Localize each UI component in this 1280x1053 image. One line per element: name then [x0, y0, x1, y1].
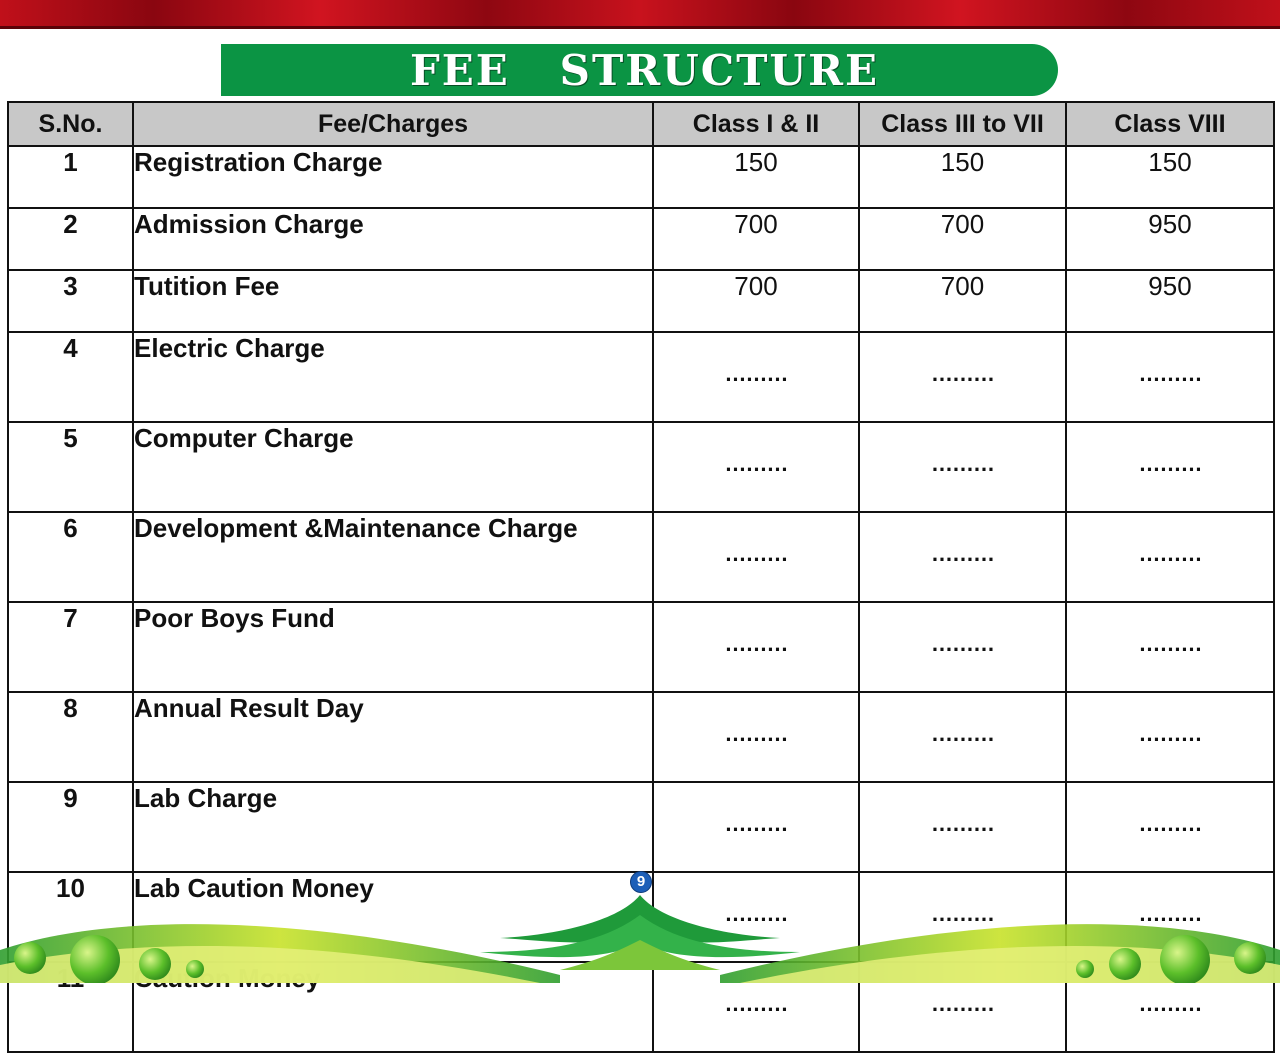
row-class-i-ii-value: ……… — [653, 332, 859, 422]
table-row — [8, 602, 1274, 692]
header-class-iii-vii: Class III to VII — [859, 102, 1066, 146]
row-class-i-ii-value: ……… — [653, 782, 859, 872]
row-class-i-ii-value: ……… — [653, 962, 859, 1052]
row-sno: 8 — [8, 692, 133, 782]
row-fee-name: Computer Charge — [133, 422, 653, 512]
header-fee-charges: Fee/Charges — [133, 102, 653, 146]
table-row — [8, 146, 1274, 208]
row-sno: 6 — [8, 512, 133, 602]
table-row — [8, 270, 1274, 332]
row-fee-name: Tutition Fee — [133, 270, 653, 332]
row-class-viii-value: 150 — [1066, 146, 1274, 208]
row-sno: 1 — [8, 146, 133, 208]
row-class-i-ii-value: ……… — [653, 602, 859, 692]
page-number-badge: 9 — [630, 871, 652, 893]
row-fee-name: Lab Charge — [133, 782, 653, 872]
table-row — [8, 208, 1274, 270]
row-fee-name: Lab Caution Money — [133, 872, 653, 962]
table-header-row — [8, 102, 1274, 146]
row-class-viii-value: ……… — [1066, 962, 1274, 1052]
row-class-i-ii-value: ……… — [653, 512, 859, 602]
decorative-footer-swoosh — [0, 890, 1280, 983]
row-class-iii-vii-value: 150 — [859, 146, 1066, 208]
table-row — [8, 512, 1274, 602]
row-class-viii-value: 950 — [1066, 208, 1274, 270]
row-class-i-ii-value: 700 — [653, 208, 859, 270]
row-class-viii-value: ……… — [1066, 422, 1274, 512]
row-sno: 10 — [8, 872, 133, 962]
row-class-viii-value: ……… — [1066, 872, 1274, 962]
row-class-viii-value: 950 — [1066, 270, 1274, 332]
row-sno: 3 — [8, 270, 133, 332]
row-class-iii-vii-value: ……… — [859, 512, 1066, 602]
row-class-viii-value: ……… — [1066, 782, 1274, 872]
row-sno: 7 — [8, 602, 133, 692]
page-title: FEE STRUCTURE — [409, 45, 880, 95]
row-class-viii-value: ……… — [1066, 602, 1274, 692]
row-fee-name: Poor Boys Fund — [133, 602, 653, 692]
header-class-i-ii: Class I & II — [653, 102, 859, 146]
row-class-iii-vii-value: 700 — [859, 208, 1066, 270]
row-class-i-ii-value: 150 — [653, 146, 859, 208]
row-class-i-ii-value: ……… — [653, 422, 859, 512]
row-sno: 2 — [8, 208, 133, 270]
table-row — [8, 422, 1274, 512]
row-fee-name: Annual Result Day — [133, 692, 653, 782]
row-fee-name: Admission Charge — [133, 208, 653, 270]
row-class-iii-vii-value: ……… — [859, 332, 1066, 422]
row-class-iii-vii-value: ……… — [859, 422, 1066, 512]
row-sno: 4 — [8, 332, 133, 422]
row-fee-name: Registration Charge — [133, 146, 653, 208]
row-class-iii-vii-value: ……… — [859, 692, 1066, 782]
row-sno: 9 — [8, 782, 133, 872]
top-decorative-band — [0, 0, 1280, 29]
row-class-iii-vii-value: ……… — [859, 872, 1066, 962]
row-fee-name: Electric Charge — [133, 332, 653, 422]
table-row — [8, 782, 1274, 872]
table-row — [8, 332, 1274, 422]
row-class-viii-value: ……… — [1066, 332, 1274, 422]
row-class-i-ii-value: ……… — [653, 692, 859, 782]
row-class-iii-vii-value: ……… — [859, 962, 1066, 1052]
row-class-viii-value: ……… — [1066, 692, 1274, 782]
title-banner — [221, 44, 1058, 96]
row-class-i-ii-value: 700 — [653, 270, 859, 332]
row-class-iii-vii-value: ……… — [859, 602, 1066, 692]
row-fee-name: Development &Maintenance Charge — [133, 512, 653, 602]
row-class-viii-value: ……… — [1066, 512, 1274, 602]
row-class-iii-vii-value: 700 — [859, 270, 1066, 332]
row-class-i-ii-value: ……… — [653, 872, 859, 962]
header-class-viii: Class VIII — [1066, 102, 1274, 146]
header-sno: S.No. — [8, 102, 133, 146]
row-class-iii-vii-value: ……… — [859, 782, 1066, 872]
table-row — [8, 692, 1274, 782]
row-sno: 5 — [8, 422, 133, 512]
